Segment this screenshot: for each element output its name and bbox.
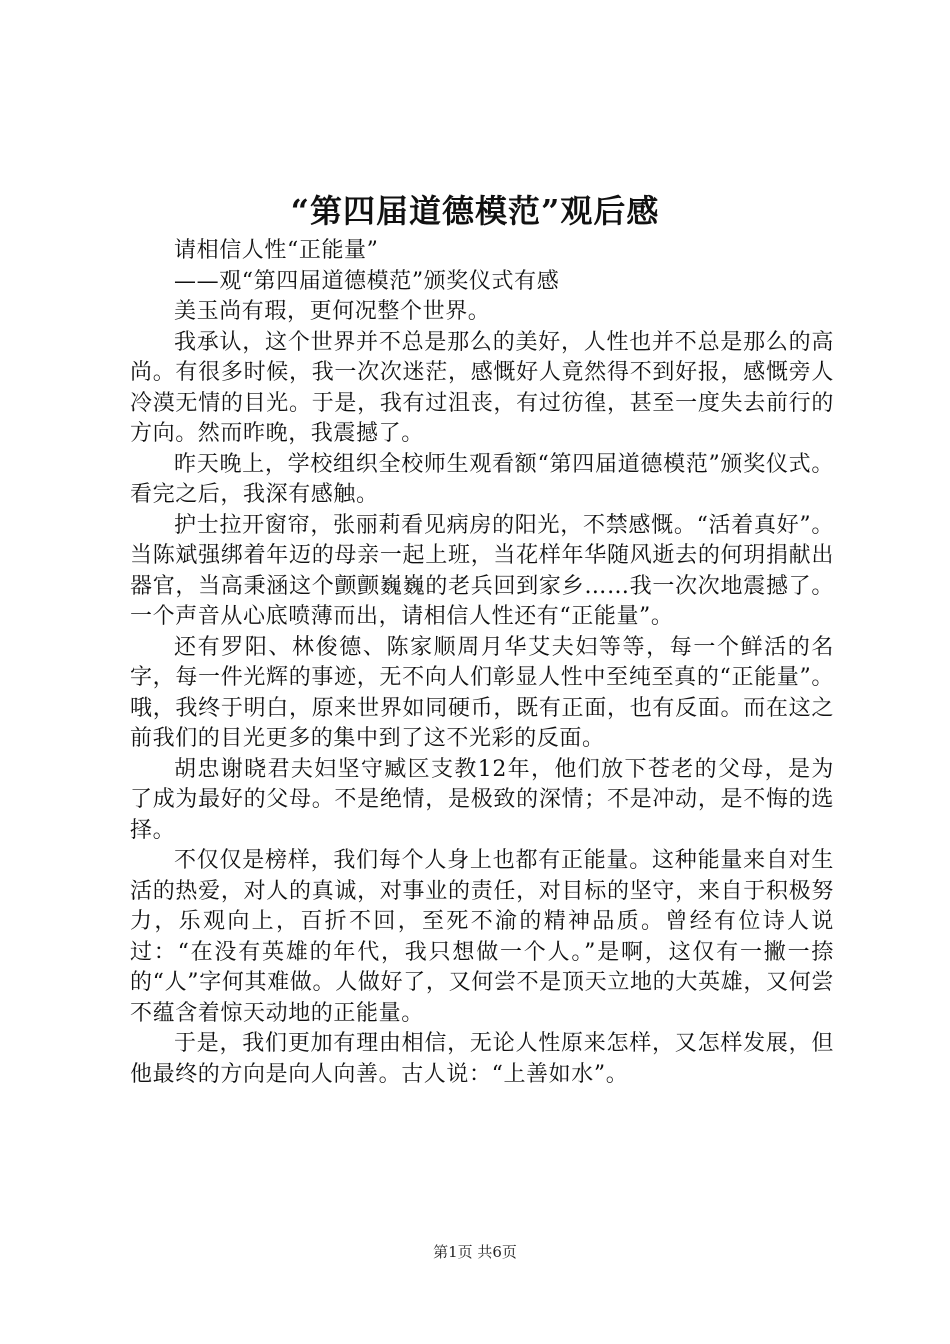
- subtitle-line: 请相信人性“正能量”: [174, 238, 379, 263]
- paragraph: 昨天晚上，学校组织全校师生观看额“第四届道德模范”颁奖仪式。看完之后，我深有感触。: [130, 451, 834, 507]
- page-title: “第四届道德模范”观后感: [290, 192, 660, 230]
- page-number-footer: 第1页 共6页: [433, 1243, 517, 1261]
- paragraph: 胡忠谢晓君夫妇坚守臧区支教12年，他们放下苍老的父母，是为了成为最好的父母。不是绝情，是极致的深情；不是冲动，是不悔的选择。: [130, 756, 834, 843]
- paragraph: 护士拉开窗帘，张丽莉看见病房的阳光，不禁感慨。“活着真好”。当陈斌强绑着年迈的母亲一起上班，当花样年华随风逝去的何玥捐献出器官，当高秉涵这个颤颤巍巍的老兵回到家乡……我一次次地震撼了。一个声音从心底喷薄而出，请相信人性还有“正能量”。: [130, 512, 834, 629]
- paragraph: 我承认，这个世界并不总是那么的美好，人性也并不总是那么的高尚。有很多时候，我一次次迷茫，感慨好人竟然得不到好报，感慨旁人冷漠无情的目光。于是，我有过沮丧，有过彷徨，甚至一度失去前行的方向。然而昨晚，我震撼了。: [130, 329, 834, 446]
- article-body: [130, 236, 834, 1090]
- paragraph: 不仅仅是榜样，我们每个人身上也都有正能量。这种能量来自对生活的热爱，对人的真诚，对事业的责任，对目标的坚守，来自于积极努力，乐观向上，百折不回，至死不渝的精神品质。曾经有位诗人说过：“在没有英雄的年代，我只想做一个人。”是啊，这仅有一撇一捺的“人”字何其难做。人做好了，又何尝不是顶天立地的大英雄，又何尝不蕴含着惊天动地的正能量。: [130, 848, 834, 1026]
- paragraph: 还有罗阳、林俊德、陈家顺周月华艾夫妇等等，每一个鲜活的名字，每一件光辉的事迹，无不向人们彰显人性中至纯至真的“正能量”。哦，我终于明白，原来世界如同硬币，既有正面，也有反面。而在这之前我们的目光更多的集中到了这不光彩的反面。: [130, 634, 834, 751]
- paragraph: 美玉尚有瑕，更何况整个世界。: [174, 299, 491, 324]
- subtitle-dash-line: ——观“第四届道德模范”颁奖仪式有感: [174, 268, 560, 294]
- paragraph: 于是，我们更加有理由相信，无论人性原来怎样，又怎样发展，但他最终的方向是向人向善。古人说：“上善如水”。: [130, 1031, 834, 1087]
